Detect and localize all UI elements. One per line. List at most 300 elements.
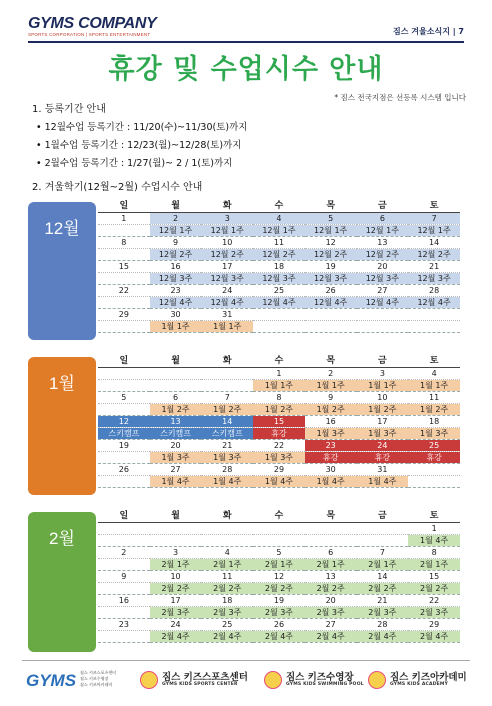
week-row — [98, 476, 460, 488]
date-cell: 29 — [408, 619, 460, 631]
week-label-cell: 1월 3주 — [150, 452, 202, 464]
section-schedule-heading: 2. 겨울학기(12월~2월) 수업시수 안내 — [32, 182, 203, 193]
week-label-cell: 12월 1주 — [408, 225, 460, 237]
weekday-header: 토 — [408, 510, 460, 523]
date-cell: 7 — [201, 392, 253, 404]
footer-brand-english: GYMS KIDS ACADEMY — [390, 682, 449, 687]
week-label-cell: 2월 3주 — [357, 607, 409, 619]
weekday-header: 금 — [357, 355, 409, 368]
date-cell: 22 — [253, 440, 305, 452]
date-cell: 11 — [201, 571, 253, 583]
date-cell: 2 — [305, 368, 357, 380]
week-label-cell — [98, 225, 150, 237]
date-cell: 27 — [357, 285, 409, 297]
date-cell: 6 — [357, 213, 409, 225]
week-label-cell: 12월 4주 — [253, 297, 305, 309]
weekday-header: 금 — [357, 510, 409, 523]
weekday-header-row — [98, 355, 460, 368]
footer-brand-english: GYMS KIDS SPORTS CENTER — [162, 682, 238, 687]
date-cell: 5 — [253, 547, 305, 559]
week-label-cell — [98, 404, 150, 416]
week-label-cell — [357, 535, 409, 547]
date-cell: 20 — [150, 440, 202, 452]
week-label-cell — [408, 476, 460, 488]
weekday-header: 화 — [201, 355, 253, 368]
date-cell: 23 — [305, 440, 357, 452]
weekday-header: 목 — [305, 200, 357, 213]
date-cell — [253, 309, 305, 321]
footer-brand-name: 짐스 키즈아카데미 — [390, 672, 467, 683]
week-label-cell: 2월 1주 — [408, 559, 460, 571]
week-label-cell — [150, 535, 202, 547]
date-cell: 11 — [253, 237, 305, 249]
week-label-cell: 12월 1주 — [253, 225, 305, 237]
week-label-cell: 12월 4주 — [408, 297, 460, 309]
week-label-cell — [305, 321, 357, 333]
weekday-header-row — [98, 510, 460, 523]
date-cell: 24 — [150, 619, 202, 631]
date-cell: 13 — [357, 237, 409, 249]
date-cell: 17 — [150, 595, 202, 607]
calendar-table — [98, 355, 460, 488]
date-cell: 14 — [357, 571, 409, 583]
week-row — [98, 631, 460, 643]
week-label-cell: 12월 3주 — [253, 273, 305, 285]
week-row — [98, 225, 460, 237]
footer-brand-name: 짐스 키즈스포츠센터 — [162, 672, 248, 683]
date-cell: 29 — [98, 309, 150, 321]
date-cell: 24 — [357, 440, 409, 452]
week-label-cell — [201, 380, 253, 392]
month-label-text: 2월 — [49, 529, 75, 548]
week-label-cell: 12월 2주 — [357, 249, 409, 261]
week-label-cell: 2월 3주 — [253, 607, 305, 619]
week-label-cell — [253, 535, 305, 547]
date-cell: 4 — [201, 547, 253, 559]
week-label-cell: 2월 4주 — [150, 631, 202, 643]
week-label-cell: 12월 3주 — [408, 273, 460, 285]
week-label-cell: 12월 2주 — [305, 249, 357, 261]
week-label-cell: 12월 3주 — [201, 273, 253, 285]
month-label-1 — [28, 202, 96, 340]
week-label-cell: 12월 4주 — [150, 297, 202, 309]
week-row — [98, 607, 460, 619]
week-label-cell: 1월 3주 — [305, 428, 357, 440]
week-label-cell: 2월 3주 — [305, 607, 357, 619]
footer-brand-name: 짐스 키즈수영장 — [286, 672, 354, 683]
week-label-cell — [98, 607, 150, 619]
kids-sports-icon — [140, 671, 158, 689]
date-cell: 12 — [98, 416, 150, 428]
date-cell: 26 — [305, 285, 357, 297]
date-cell — [305, 523, 357, 535]
weekday-header: 화 — [201, 200, 253, 213]
week-row — [98, 249, 460, 261]
month-label-text: 12월 — [44, 219, 80, 238]
week-label-cell: 1월 2주 — [150, 404, 202, 416]
logo-line: 짐스 키즈아카데미 — [80, 682, 113, 687]
week-label-cell: 2월 4주 — [305, 631, 357, 643]
weekday-header-row — [98, 200, 460, 213]
week-row — [98, 380, 460, 392]
week-label-cell: 2월 3주 — [408, 607, 460, 619]
week-label-cell — [98, 380, 150, 392]
week-label-cell — [408, 321, 460, 333]
brand-logo: GYMS COMPANY — [28, 15, 157, 32]
registration-item: • 1월수업 등록기간 : 12/23(월)~12/28(토)까지 — [36, 140, 242, 151]
date-cell: 7 — [408, 213, 460, 225]
date-cell: 23 — [150, 285, 202, 297]
registration-item: • 2월수업 등록기간 : 1/27(월)~ 2 / 1(토)까지 — [36, 158, 233, 169]
date-cell: 1 — [98, 213, 150, 225]
date-cell: 18 — [201, 595, 253, 607]
date-cell: 25 — [408, 440, 460, 452]
date-cell: 27 — [150, 464, 202, 476]
week-label-cell: 1월 1주 — [305, 380, 357, 392]
page-header — [0, 0, 492, 44]
weekday-header: 월 — [150, 200, 202, 213]
date-row — [98, 237, 460, 249]
week-label-cell — [98, 535, 150, 547]
date-cell: 9 — [98, 571, 150, 583]
week-label-cell: 휴강 — [305, 452, 357, 464]
month-label-2 — [28, 357, 96, 495]
week-label-cell — [305, 535, 357, 547]
date-cell: 19 — [98, 440, 150, 452]
date-cell: 22 — [98, 285, 150, 297]
weekday-header: 토 — [408, 355, 460, 368]
week-label-cell: 12월 3주 — [305, 273, 357, 285]
newsletter-label: 짐스 겨울소식지 | 7 — [393, 27, 464, 36]
date-cell: 17 — [201, 261, 253, 273]
weekday-header: 목 — [305, 355, 357, 368]
week-row — [98, 583, 460, 595]
week-label-cell — [357, 321, 409, 333]
date-cell: 31 — [357, 464, 409, 476]
week-label-cell: 1월 2주 — [201, 404, 253, 416]
date-cell: 28 — [201, 464, 253, 476]
date-cell: 13 — [305, 571, 357, 583]
date-cell: 18 — [253, 261, 305, 273]
date-cell: 10 — [150, 571, 202, 583]
date-cell: 7 — [357, 547, 409, 559]
week-label-cell — [150, 380, 202, 392]
gyms-logo-text: GYMS — [26, 671, 77, 690]
date-cell: 13 — [150, 416, 202, 428]
week-label-cell: 2월 1주 — [253, 559, 305, 571]
date-cell: 16 — [150, 261, 202, 273]
gyms-logo — [26, 671, 76, 691]
week-label-cell: 1월 4주 — [357, 476, 409, 488]
date-cell: 20 — [357, 261, 409, 273]
date-cell: 6 — [150, 392, 202, 404]
week-row — [98, 535, 460, 547]
date-row — [98, 619, 460, 631]
weekday-header: 월 — [150, 355, 202, 368]
date-cell: 15 — [98, 261, 150, 273]
week-label-cell: 휴강 — [357, 452, 409, 464]
week-label-cell: 1월 1주 — [408, 380, 460, 392]
date-cell: 8 — [98, 237, 150, 249]
date-cell — [150, 523, 202, 535]
date-cell: 14 — [201, 416, 253, 428]
week-label-cell: 1월 4주 — [150, 476, 202, 488]
kids-swimming-icon — [264, 671, 282, 689]
week-label-cell: 1월 4주 — [201, 476, 253, 488]
week-label-cell: 2월 2주 — [150, 583, 202, 595]
date-cell — [98, 368, 150, 380]
registration-item: • 12월수업 등록기간 : 11/20(수)~11/30(토)까지 — [36, 122, 248, 133]
date-row — [98, 547, 460, 559]
week-label-cell: 휴강 — [253, 428, 305, 440]
week-label-cell: 1월 1주 — [150, 321, 202, 333]
date-cell: 12 — [253, 571, 305, 583]
week-label-cell: 1월 4주 — [305, 476, 357, 488]
weekday-header: 수 — [253, 200, 305, 213]
date-cell: 4 — [408, 368, 460, 380]
week-label-cell: 12월 1주 — [305, 225, 357, 237]
week-label-cell: 12월 2주 — [150, 249, 202, 261]
date-cell: 30 — [305, 464, 357, 476]
month-label-3 — [28, 512, 96, 652]
week-label-cell: 2월 3주 — [150, 607, 202, 619]
week-label-cell — [98, 476, 150, 488]
date-row — [98, 368, 460, 380]
week-label-cell: 1월 3주 — [253, 452, 305, 464]
week-label-cell — [98, 631, 150, 643]
week-label-cell — [98, 249, 150, 261]
week-label-cell: 12월 2주 — [201, 249, 253, 261]
week-label-cell: 1월 3주 — [357, 428, 409, 440]
date-cell: 15 — [408, 571, 460, 583]
date-row — [98, 523, 460, 535]
date-cell: 25 — [201, 619, 253, 631]
date-cell: 2 — [150, 213, 202, 225]
preregistration-note: * 짐스 전국지점은 선등록 시스템 입니다 — [334, 93, 466, 102]
week-label-cell: 1월 2주 — [408, 404, 460, 416]
week-label-cell: 12월 1주 — [150, 225, 202, 237]
date-cell: 4 — [253, 213, 305, 225]
date-cell: 6 — [305, 547, 357, 559]
date-cell: 21 — [357, 595, 409, 607]
logo-line: 짐스 키즈스포츠센터 — [80, 670, 117, 675]
date-cell: 29 — [253, 464, 305, 476]
week-label-cell: 휴강 — [408, 452, 460, 464]
week-label-cell: 12월 4주 — [305, 297, 357, 309]
week-label-cell: 2월 2주 — [357, 583, 409, 595]
date-cell: 11 — [408, 392, 460, 404]
date-cell: 3 — [201, 213, 253, 225]
week-label-cell: 12월 1주 — [201, 225, 253, 237]
week-label-cell — [98, 321, 150, 333]
date-cell: 30 — [150, 309, 202, 321]
date-row — [98, 309, 460, 321]
page-title: 휴강 및 수업시수 안내 — [108, 54, 384, 85]
date-cell: 28 — [357, 619, 409, 631]
date-cell: 21 — [408, 261, 460, 273]
date-cell: 5 — [305, 213, 357, 225]
date-cell: 31 — [201, 309, 253, 321]
week-label-cell — [98, 273, 150, 285]
week-label-cell: 스키캠프 — [98, 428, 150, 440]
week-label-cell: 2월 1주 — [150, 559, 202, 571]
week-label-cell: 12월 1주 — [357, 225, 409, 237]
date-cell — [408, 309, 460, 321]
date-cell: 3 — [357, 368, 409, 380]
week-row — [98, 297, 460, 309]
weekday-header: 일 — [98, 355, 150, 368]
week-label-cell — [98, 297, 150, 309]
date-cell — [357, 523, 409, 535]
date-cell — [201, 368, 253, 380]
date-cell: 27 — [305, 619, 357, 631]
date-cell: 16 — [98, 595, 150, 607]
week-label-cell: 2월 1주 — [201, 559, 253, 571]
week-label-cell: 2월 1주 — [357, 559, 409, 571]
weekday-header: 일 — [98, 510, 150, 523]
date-cell: 19 — [305, 261, 357, 273]
week-row — [98, 428, 460, 440]
weekday-header: 화 — [201, 510, 253, 523]
week-label-cell: 2월 2주 — [201, 583, 253, 595]
weekday-header: 수 — [253, 355, 305, 368]
date-row — [98, 392, 460, 404]
footer — [22, 660, 470, 700]
date-cell — [98, 523, 150, 535]
logo-lines — [80, 670, 116, 688]
weekday-header: 토 — [408, 200, 460, 213]
week-label-cell: 1월 4주 — [408, 535, 460, 547]
date-cell — [253, 523, 305, 535]
date-row — [98, 285, 460, 297]
week-label-cell — [98, 583, 150, 595]
weekday-header: 수 — [253, 510, 305, 523]
week-label-cell: 2월 2주 — [305, 583, 357, 595]
week-label-cell: 12월 4주 — [357, 297, 409, 309]
week-label-cell: 2월 4주 — [408, 631, 460, 643]
week-row — [98, 404, 460, 416]
date-cell: 8 — [408, 547, 460, 559]
date-cell: 28 — [408, 285, 460, 297]
date-cell: 26 — [98, 464, 150, 476]
week-label-cell: 2월 2주 — [253, 583, 305, 595]
section-registration-heading: 1. 등록기간 안내 — [32, 104, 106, 115]
date-row — [98, 261, 460, 273]
date-cell: 5 — [98, 392, 150, 404]
date-cell: 1 — [253, 368, 305, 380]
date-cell: 17 — [357, 416, 409, 428]
week-label-cell: 1월 2주 — [357, 404, 409, 416]
date-cell: 21 — [201, 440, 253, 452]
date-cell: 19 — [253, 595, 305, 607]
date-cell — [150, 368, 202, 380]
calendar-table — [98, 510, 460, 643]
week-label-cell — [98, 559, 150, 571]
week-label-cell: 1월 1주 — [253, 380, 305, 392]
date-row — [98, 571, 460, 583]
calendar-table — [98, 200, 460, 333]
week-label-cell — [98, 452, 150, 464]
week-label-cell: 스키캠프 — [150, 428, 202, 440]
week-label-cell: 12월 3주 — [357, 273, 409, 285]
week-label-cell: 1월 4주 — [253, 476, 305, 488]
week-label-cell: 2월 4주 — [357, 631, 409, 643]
date-row — [98, 213, 460, 225]
kids-academy-icon — [368, 671, 386, 689]
date-cell: 25 — [253, 285, 305, 297]
weekday-header: 금 — [357, 200, 409, 213]
week-label-cell: 1월 3주 — [408, 428, 460, 440]
date-cell — [357, 309, 409, 321]
week-label-cell: 1월 1주 — [201, 321, 253, 333]
week-row — [98, 321, 460, 333]
date-cell: 10 — [357, 392, 409, 404]
date-cell: 2 — [98, 547, 150, 559]
week-row — [98, 273, 460, 285]
brand-subtitle: SPORTS CORPORATION | SPORTS ENTERTAINMENT — [28, 32, 151, 37]
week-label-cell: 1월 2주 — [253, 404, 305, 416]
date-cell: 15 — [253, 416, 305, 428]
week-label-cell: 2월 2주 — [408, 583, 460, 595]
date-cell: 8 — [253, 392, 305, 404]
week-row — [98, 452, 460, 464]
week-label-cell: 1월 2주 — [305, 404, 357, 416]
weekday-header: 목 — [305, 510, 357, 523]
week-label-cell — [201, 535, 253, 547]
date-cell — [408, 464, 460, 476]
week-label-cell: 12월 4주 — [201, 297, 253, 309]
week-label-cell: 12월 2주 — [408, 249, 460, 261]
date-cell: 9 — [305, 392, 357, 404]
weekday-header: 월 — [150, 510, 202, 523]
date-cell: 18 — [408, 416, 460, 428]
date-row — [98, 416, 460, 428]
week-label-cell: 2월 4주 — [253, 631, 305, 643]
week-label-cell: 2월 4주 — [201, 631, 253, 643]
date-row — [98, 464, 460, 476]
date-cell: 3 — [150, 547, 202, 559]
date-cell: 23 — [98, 619, 150, 631]
header-divider — [28, 41, 464, 43]
week-label-cell: 2월 1주 — [305, 559, 357, 571]
date-cell: 26 — [253, 619, 305, 631]
date-cell: 12 — [305, 237, 357, 249]
week-label-cell: 2월 3주 — [201, 607, 253, 619]
week-label-cell: 12월 2주 — [253, 249, 305, 261]
date-cell: 16 — [305, 416, 357, 428]
week-label-cell: 1월 1주 — [357, 380, 409, 392]
date-cell: 22 — [408, 595, 460, 607]
week-label-cell: 12월 3주 — [150, 273, 202, 285]
week-label-cell: 1월 3주 — [201, 452, 253, 464]
weekday-header: 일 — [98, 200, 150, 213]
logo-line: 짐스 키즈수영장 — [80, 676, 109, 681]
date-cell: 20 — [305, 595, 357, 607]
week-row — [98, 559, 460, 571]
date-row — [98, 595, 460, 607]
date-cell: 9 — [150, 237, 202, 249]
date-cell: 1 — [408, 523, 460, 535]
month-label-text: 1월 — [49, 374, 75, 393]
date-cell — [201, 523, 253, 535]
week-label-cell — [253, 321, 305, 333]
week-label-cell: 스키캠프 — [201, 428, 253, 440]
date-row — [98, 440, 460, 452]
date-cell: 24 — [201, 285, 253, 297]
date-cell: 10 — [201, 237, 253, 249]
date-cell: 14 — [408, 237, 460, 249]
footer-brand-english: GYMS KIDS SWIMMING POOL — [286, 682, 364, 687]
